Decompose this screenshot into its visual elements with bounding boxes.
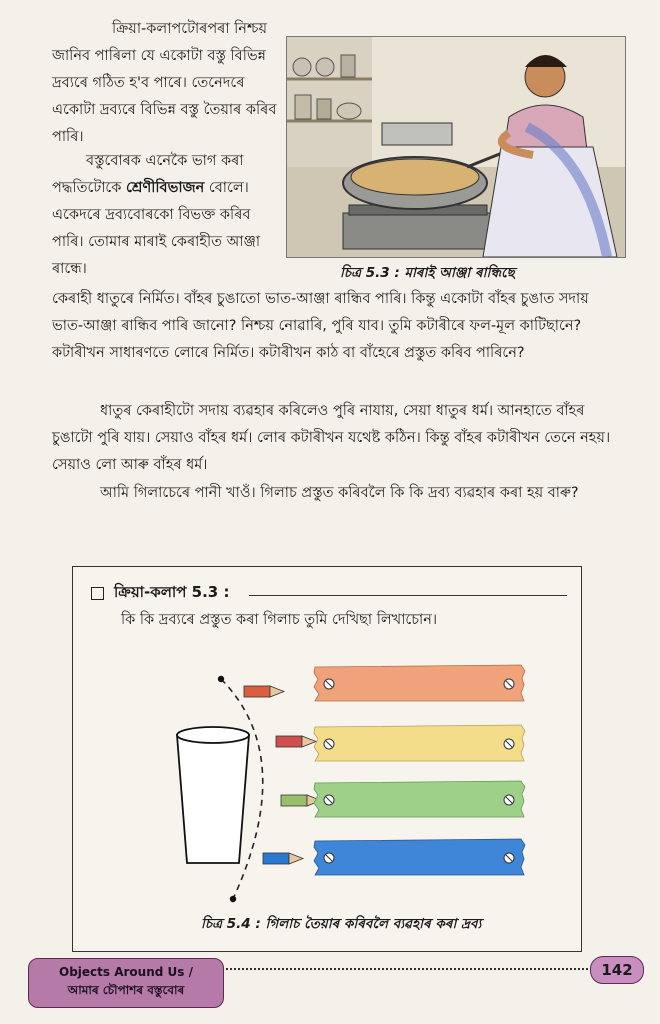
paragraph2-text-a: বস্তুবোৰক এনেকৈ ভাগ কৰা পদ্ধতিটোকে: [52, 153, 244, 196]
activity-box: [72, 566, 582, 952]
checkbox-icon: [91, 587, 104, 600]
curve-end-dot-bottom: [230, 896, 236, 902]
answer-label-2: [314, 725, 525, 761]
glass-rim: [177, 727, 249, 743]
footer-title-english: Objects Around Us /: [59, 965, 193, 979]
paragraph-properties: ধাতুৰ কেৰাহীটো সদায় ব্যৱহাৰ কৰিলেও পুৰি নাযায়, সেয়া ধাতুৰ ধৰ্ম। আনহাতে বাঁহৰ চুঙাটো পুৰি যায়। সেয়াও বাঁহৰ ধৰ্ম। লোৰ কটাৰীখন যথেষ্ট কঠিন। কিন্তু বাঁহৰ কটাৰীখন তেনে নহয়। সেয়াও লো আৰু বাঁহৰ ধৰ্ম।: [52, 403, 611, 473]
mother-cooking-illustration: [287, 37, 625, 257]
page-number: 142: [590, 956, 644, 984]
figure54-caption: চিত্ৰ 5.4 : গিলাচ তৈয়াৰ কৰিবলৈ ব্যৱহাৰ কৰা দ্ৰব্য: [201, 916, 482, 932]
activity-question: কি কি দ্ৰব্যৰে প্ৰস্তুত কৰা গিলাচ তুমি দেখিছা লিখাচোন।: [121, 612, 438, 628]
heading-rule: [249, 595, 567, 596]
paragraph-glass-question: আমি গিলাচেৰে পানী খাওঁ। গিলাচ প্ৰস্তুত কৰিবলৈ কি কি দ্ৰব্য ব্যৱহাৰ কৰা হয় বাৰু?: [100, 485, 579, 501]
paragraph-classification: [52, 148, 280, 283]
curve-end-dot-top: [218, 676, 224, 682]
answer-label-4: [314, 839, 525, 875]
paragraph-intro: ক্ৰিয়া-কলাপটোৰপৰা নিশ্চয় জানিব পাৰিলা যে একোটা বস্তু বিভিন্ন দ্ৰব্যৰে গঠিত হ'ব পাৰে। তেনেদৰে একোটা দ্ৰব্যৰে বিভিন্ন বস্তু তৈয়াৰ কৰিব পাৰি।: [52, 21, 277, 145]
term-classification: শ্ৰেণীবিভাজন: [126, 180, 205, 196]
paragraph2-text-b: বোলে। একেদৰে দ্ৰব্যবোৰকো বিভক্ত কৰিব পাৰি। তোমাৰ মাৰাই কেৰাহীত আঞ্জা ৰান্ধে।: [52, 180, 261, 277]
pencil-icon-2: [276, 736, 316, 747]
footer-title-assamese: আমাৰ চৌপাশৰ বস্তুবোৰ: [67, 983, 185, 997]
paragraph-utensils: কেৰাহী ধাতুৰে নিৰ্মিত। বাঁহৰ চুঙাতো ভাত-আঞ্জা ৰান্ধিব পাৰি। কিন্তু একোটা বাঁহৰ চুঙাত সদায় ভাত-আঞ্জা ৰান্ধিব পাৰি জানো? নিশ্চয় নোৱাৰি, পুৰি যাব। তুমি কটাৰীৰে ফল-মূল কাটিছানে? কটাৰীখন সাধাৰণতে লোৰে নিৰ্মিত। কটাৰীখন কাঠ বা বাঁহেৰে প্ৰস্তুত কৰিব পাৰিনে?: [52, 291, 589, 361]
activity-heading-text: ক্ৰিয়া-কলাপ 5.3 :: [114, 583, 230, 601]
figure-mother-cooking: [286, 36, 626, 258]
footer-dotted-line: [226, 968, 588, 970]
figure53-caption: চিত্ৰ 5.3 : মাৰাই আঞ্জা ৰান্ধিছে: [340, 265, 515, 281]
answer-label-1: [314, 665, 525, 701]
answer-label-3: [314, 781, 525, 817]
footer-book-title: [28, 958, 224, 1008]
activity-heading: [91, 581, 229, 606]
pencil-icon-1: [244, 686, 284, 697]
glass-icon: [177, 735, 249, 863]
pencil-icon-4: [263, 853, 303, 864]
